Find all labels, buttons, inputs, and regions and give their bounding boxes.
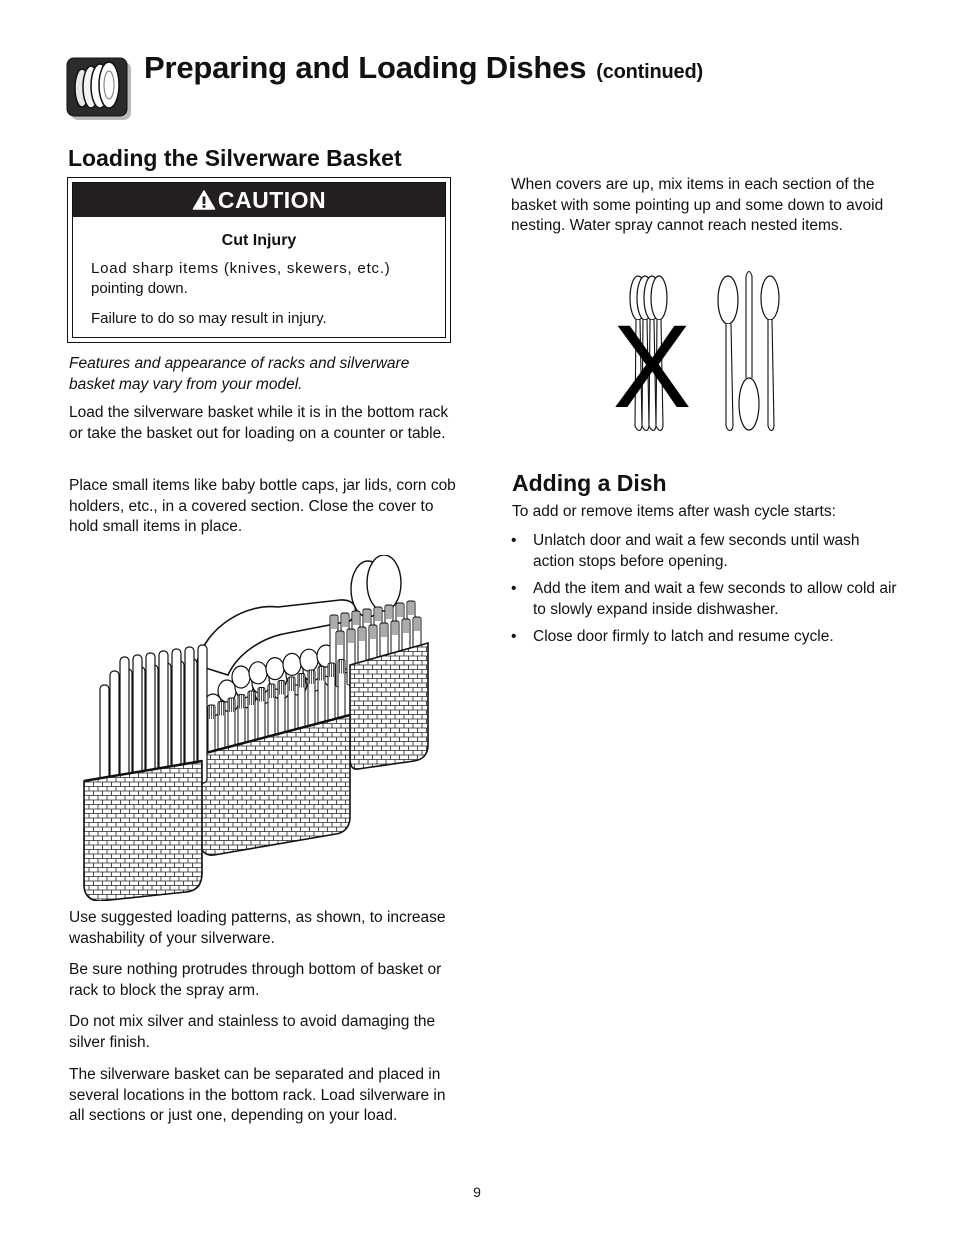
list-item: • Unlatch door and wait a few seconds until wash action stops before opening. xyxy=(511,531,903,572)
spoon-head xyxy=(266,658,284,680)
spoon-bowl xyxy=(718,276,738,324)
caution-box xyxy=(67,177,451,343)
paragraph-silver-stainless: Do not mix silver and stainless to avoid damaging the silver finish. xyxy=(69,1013,436,1051)
caution-text-injury: Failure to do so may result in injury. xyxy=(91,310,327,327)
dish-stack-icon xyxy=(66,57,132,121)
list-item: • Close door firmly to latch and resume cycle. xyxy=(511,627,903,648)
spoon-head xyxy=(232,666,250,688)
spoon-head xyxy=(283,653,301,675)
paragraph-covers-up: When covers are up, mix items in each section of the basket with some pointing up and some down to avoid nesting. Water spray cannot reach nested items. xyxy=(511,176,884,234)
caution-text-line-1: Load sharp items (knives, skewers, etc.) xyxy=(91,260,391,277)
section-heading-adding-dish: Adding a Dish xyxy=(512,470,667,496)
caution-text-sharp-items xyxy=(91,259,437,299)
paragraph-loading-patterns: Use suggested loading patterns, as shown, to increase washability of your silverware. xyxy=(69,909,446,947)
adding-dish-steps xyxy=(511,531,903,655)
list-item: • Add the item and wait a few seconds to allow cold air to slowly expand inside dishwasher. xyxy=(511,579,903,620)
spoon-bowl xyxy=(761,276,779,320)
spoon-head xyxy=(249,662,267,684)
page-title-text: Preparing and Loading Dishes xyxy=(144,50,587,85)
spoon-handle xyxy=(726,324,733,431)
page-title-continued: (continued) xyxy=(596,61,703,83)
caution-label: CAUTION xyxy=(217,186,327,213)
paragraph-small-items: Place small items like baby bottle caps, jar lids, corn cob holders, etc., in a covered section. Close the cover to hold small items in place. xyxy=(69,477,456,535)
silverware-basket-illustration xyxy=(78,555,434,901)
spoon-nesting-illustration xyxy=(612,268,792,434)
paragraph-nothing-protrudes: Be sure nothing protrudes through bottom of basket or rack to block the spray arm. xyxy=(69,961,442,999)
spoon-head xyxy=(300,649,318,671)
section-heading-silverware-basket: Loading the Silverware Basket xyxy=(68,145,402,171)
spoon-handle xyxy=(746,272,752,379)
page-number: 9 xyxy=(473,1184,481,1200)
paragraph-add-remove-intro: To add or remove items after wash cycle starts: xyxy=(512,503,836,520)
nesting-x-mark: X xyxy=(612,301,692,433)
spoon-handle xyxy=(768,320,774,431)
spoon-bowl xyxy=(739,378,759,430)
caution-text-line-2: pointing down. xyxy=(91,280,188,297)
page-title xyxy=(144,50,703,86)
warning-triangle-icon xyxy=(192,189,216,211)
caution-subtitle: Cut Injury xyxy=(221,232,297,249)
paragraph-separated-basket: The silverware basket can be separated and placed in several locations in the bottom rack. Load silverware in all sections or just one, depending on your load. xyxy=(69,1066,446,1124)
caution-banner xyxy=(73,183,445,217)
paragraph-load-basket: Load the silverware basket while it is in the bottom rack or take the basket out for loading on a counter or table. xyxy=(69,404,449,442)
note-features: Features and appearance of racks and silverware basket may vary from your model. xyxy=(69,355,410,393)
